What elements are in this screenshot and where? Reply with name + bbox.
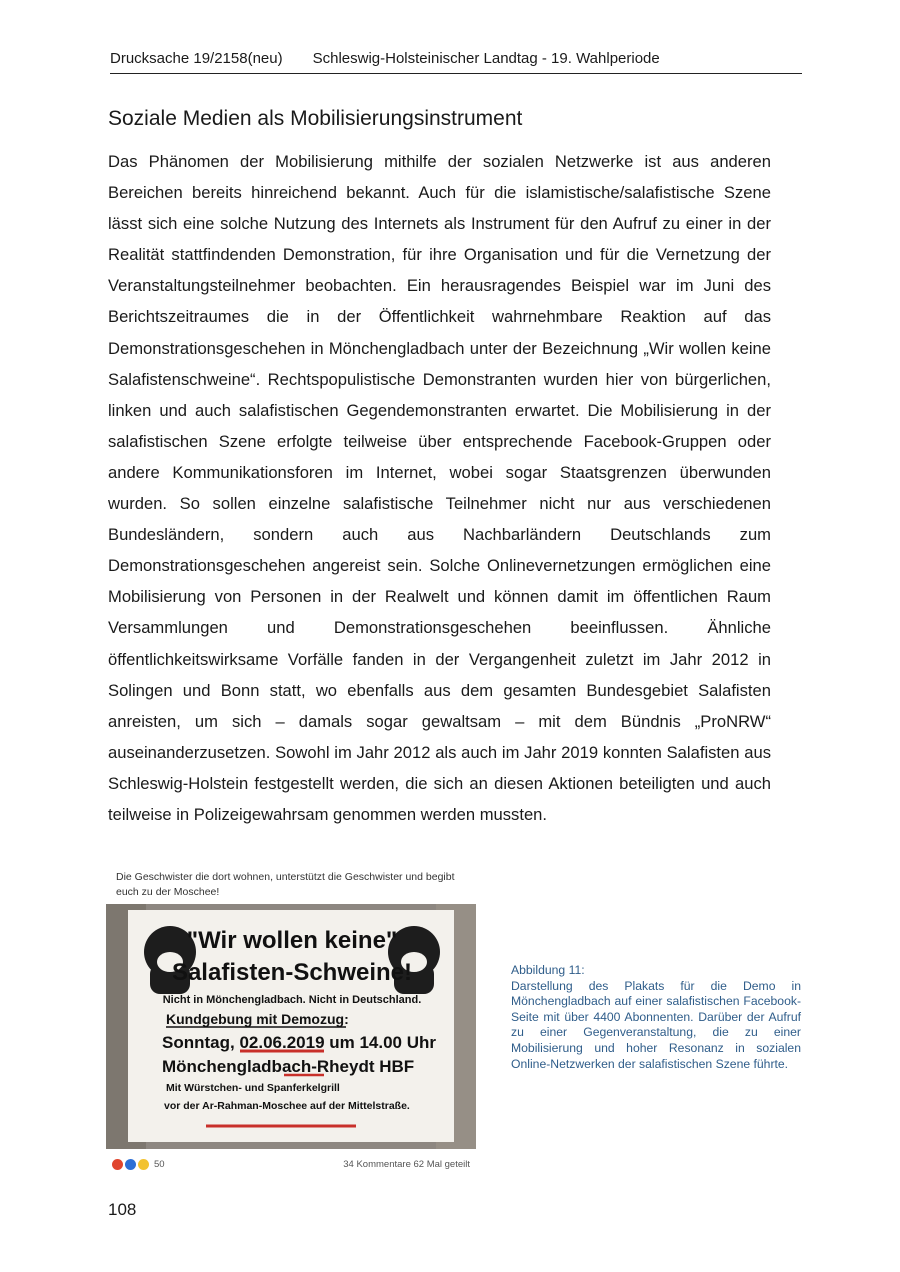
sad-reaction-icon xyxy=(138,1159,149,1170)
reaction-count: 50 xyxy=(154,1158,165,1170)
like-reaction-icon xyxy=(125,1159,136,1170)
poster-subline: Nicht in Mönchengladbach. Nicht in Deutschland. xyxy=(162,994,422,1006)
section-title: Soziale Medien als Mobilisierungsinstrument xyxy=(108,107,523,130)
poster-date: Sonntag, 02.06.2019 um 14.00 Uhr xyxy=(162,1033,437,1052)
post-text: Die Geschwister die dort wohnen, unterstützt die Geschwister und begibt euch zu der Moschee! xyxy=(116,871,455,898)
poster-location: Mönchengladbach-Rheydt HBF xyxy=(162,1057,415,1076)
post-footer xyxy=(106,1149,476,1173)
poster-photo xyxy=(106,904,476,1149)
poster-venue: vor der Ar-Rahman-Moschee auf der Mittelstraße. xyxy=(164,1100,410,1112)
page-number: 108 xyxy=(108,1200,137,1219)
page-header xyxy=(110,50,802,74)
facebook-post-figure xyxy=(106,866,476,1186)
poster-food: Mit Würstchen- und Spanferkelgrill xyxy=(166,1082,340,1094)
body-paragraph: Das Phänomen der Mobilisierung mithilfe der sozialen Netzwerke ist aus anderen Bereichen bereits hinreichend bekannt. Auch für die islamistische/salafistische Szene lässt sich eine solche Nutzung des Internets als Instrument für den Aufruf zu einer in der Realität stattfindenden Demonstration, für ihre Organisation und für die Vernetzung der Veranstaltungsteilnehmer beobachten. Ein herausragendes Beispiel war im Juni des Berichtszeitraumes die in der Öffentlichkeit wahrnehmbare Reaktion auf das Demonstrationsgeschehen in Mönchengladbach unter der Bezeichnung „Wir wollen keine Salafistenschweine“. Rechtspopulistische Demonstranten wurden hier von bürgerlichen, linken und auch salafistischen Gegendemonstranten erwartet. Die Mobilisierung in der salafistischen Szene erfolgte teilweise über entsprechende Facebook-Gruppen oder andere Kommunikationsforen im Internet, wobei sogar Staatsgrenzen überwunden wurden. So sollen einzelne salafistische Teilnehmer nicht nur aus verschiedenen Bundesländern, sondern auch aus Nachbarländern Deutschlands zum Demonstrationsgeschehen angereist sein. Solche Onlinevernetzungen ermöglichen eine Mobilisierung von Personen in der Realwelt und können damit im öffentlichen Raum Versammlungen und Demonstrationsgeschehen beeinflussen. Ähnliche öffentlichkeitswirksame Vorfälle fanden in der Vergangenheit zuletzt im Jahr 2012 in Solingen und Bonn statt, wo ebenfalls aus dem gesamten Bundesgebiet Salafisten anreisten, um sich – damals sogar gewaltsam – mit dem Bündnis „ProNRW“ auseinanderzusetzen. Sowohl im Jahr 2012 als auch im Jahr 2019 konnten Salafisten aus Schleswig-Holstein festgestellt werden, die sich an diesen Aktionen beteiligten und auch teilweise in Polizeigewahrsam genommen werden mussten. xyxy=(108,152,771,824)
institution-name: Schleswig-Holsteinischer Landtag - 19. Wahlperiode xyxy=(312,50,660,67)
angry-reaction-icon xyxy=(112,1159,123,1170)
poster-headline-2: Salafisten-Schweine! xyxy=(171,959,413,986)
figure-label: Abbildung 11: xyxy=(511,963,585,977)
poster-graphic xyxy=(106,904,476,1149)
document-number: Drucksache 19/2158(neu) xyxy=(110,50,283,67)
poster-headline-1: "Wir wollen keine" xyxy=(186,927,398,954)
poster-event-type: Kundgebung mit Demozug: xyxy=(166,1011,349,1027)
post-stats: 34 Kommentare 62 Mal geteilt xyxy=(343,1158,470,1170)
figure-description: Darstellung des Plakats für die Demo in Mönchengladbach auf einer salafistischen Facebook-Seite mit über 4400 Abonnenten. Darüber der Aufruf zu einer Gegenveranstaltung, die zu einer Mobilisierung und hoher Resonanz in sozialen Online-Netzwerken der salafistischen Szene führte. xyxy=(511,978,801,1071)
figure-caption xyxy=(511,963,801,1072)
reaction-summary xyxy=(112,1159,165,1170)
